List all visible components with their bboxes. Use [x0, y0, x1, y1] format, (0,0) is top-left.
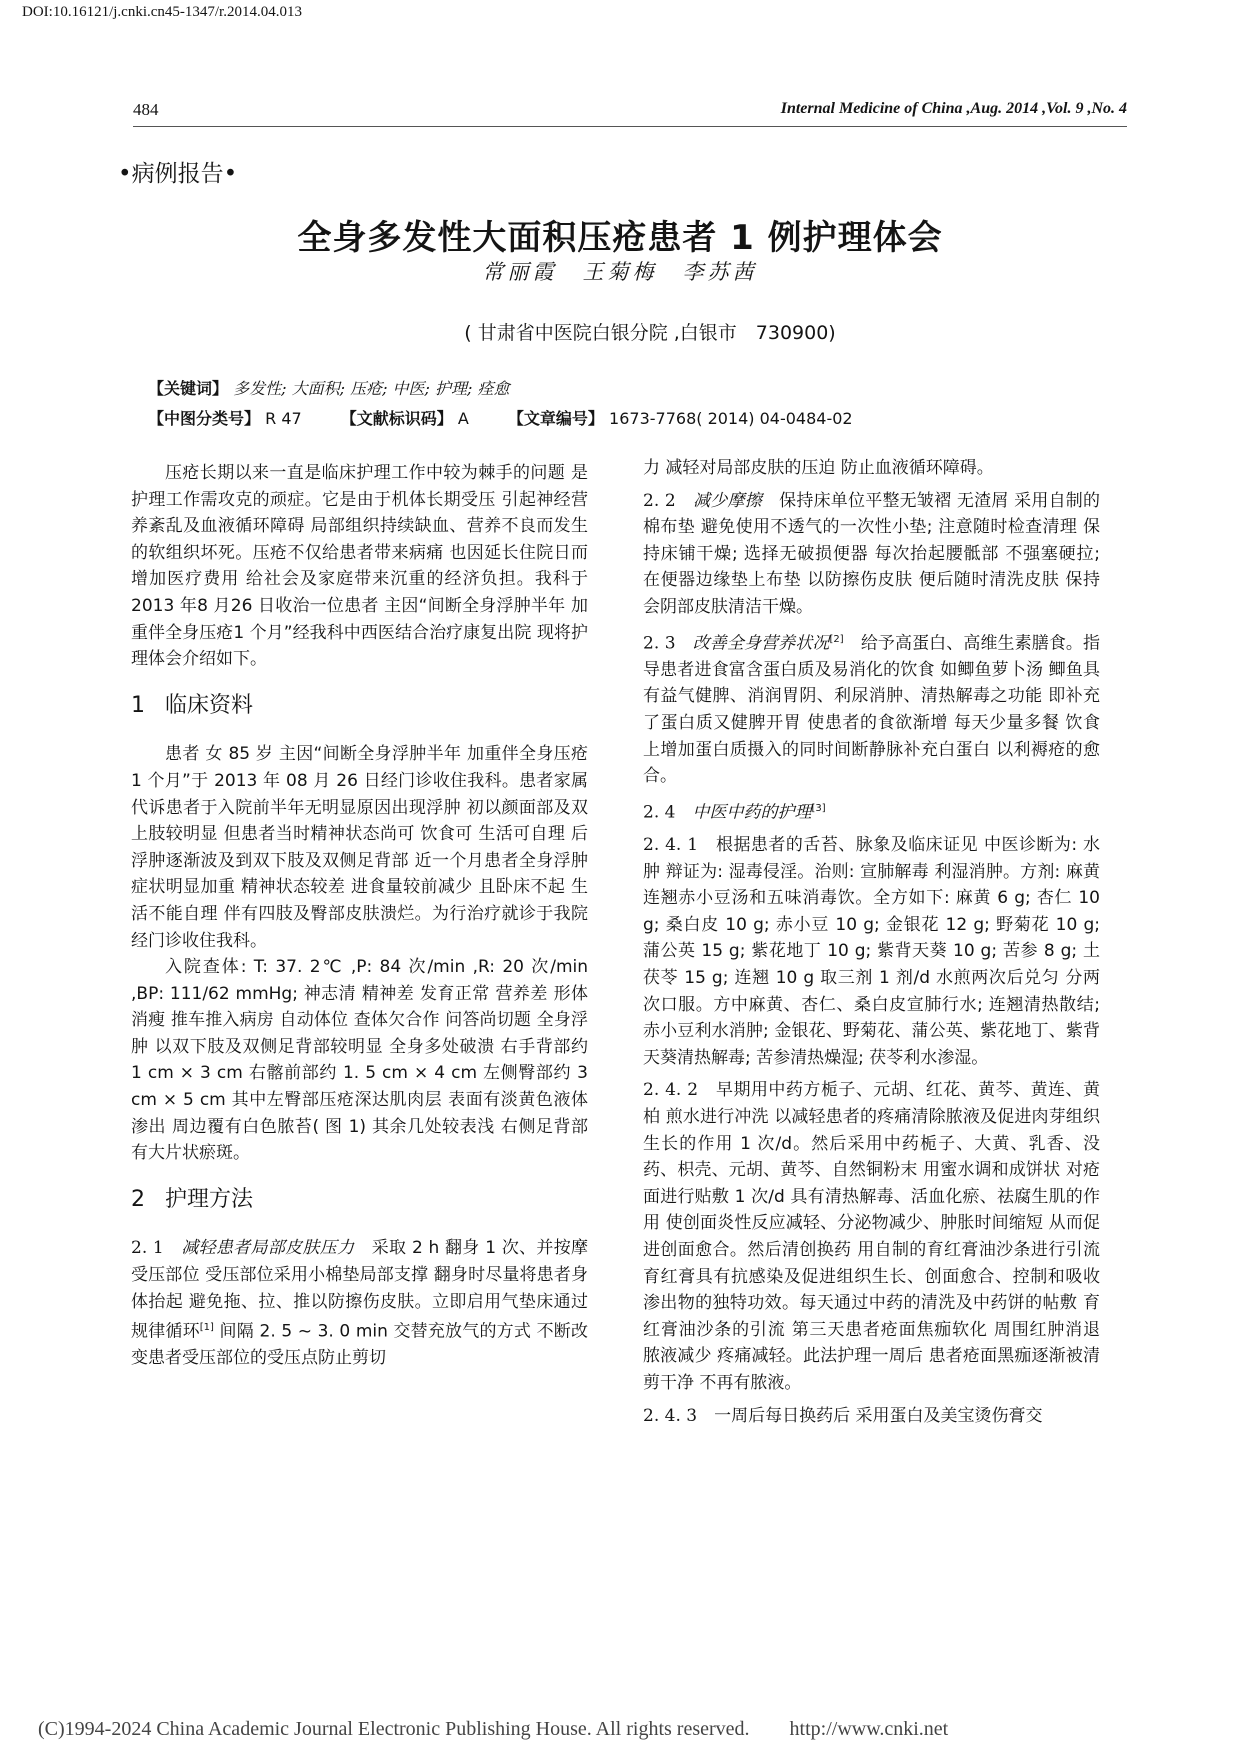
subsection-2-2: 2. 2 减少摩擦 保持床单位平整无皱褶 无渣屑 采用自制的棉布垫 避免使用不透气的一次性小垫; 注意随时检查清理 保持床铺干燥; 选择无破损便器 每次抬起腰骶部 不强塞硬拉; 在便器边缘垫上布垫 以防擦伤皮肤 便后随时清洗皮肤 保持会阴部皮肤清洁干燥。	[643, 490, 1101, 617]
article-title: 全身多发性大面积压疮患者 1 例护理体会	[297, 218, 943, 258]
subsection-2-4-2: 2. 4. 2 早期用中药方栀子、元胡、红花、黄芩、黄连、黄柏 煎水进行冲洗 以减轻患者的疼痛清除脓液及促进肉芽组织生长的作用 1 次/d。然后采用中药栀子、大黄、乳香、没药、枳壳、元胡、黄芩、自然铜粉末 用蜜水调和成饼状 对疮面进行贴敷 1 次/d 具有清热解毒、活血化瘀、祛腐生肌的作用 使创面炎性反应减轻、分泌物减少、肿胀时间缩短 从而促进创面愈合。然后清创换药 用自制的育红膏油沙条进行引流 育红膏具有抗感染及促进组织生长、创面愈合、控制和吸收渗出物的独特功效。每天通过中药的清洗及中药饼的帖敷 育红膏油沙条的引流 第三天患者疮面焦痂软化 周围红肿消退 脓液减少 疼痛减轻。此法护理一周后 患者疮面黑痂逐渐被清剪干净 不再有脓液。	[643, 1080, 1101, 1393]
case-paragraph-1: 患者 女 85 岁 主因“间断全身浮肿半年 加重伴全身压疮 1 个月”于 2013 年 08 月 26 日经门诊收住我科。患者家属代诉患者于入院前半年无明显原因出现浮肿 初以颜面部及双上肢较明显 但患者当时精神状态尚可 饮食可 生活可自理 后浮肿逐渐波及到双下肢及双侧足背部 近一个月患者全身浮肿症状明显加重 精神状态较差 进食量较前减少 且卧床不起 生活不能自理 伴有四肢及臀部皮肤溃烂。为行治疗就诊于我院 经门诊收住我科。	[131, 744, 588, 951]
keywords-row	[148, 376, 510, 399]
subsection-2-4-1: 2. 4. 1 根据患者的舌苔、脉象及临床证见 中医诊断为: 水肿 辩证为: 湿毒侵淫。治则: 宣肺解毒 利湿消肿。方剂: 麻黄连翘赤小豆汤和五味消毒饮。全方如下: 麻黄 6 g; 杏仁 10 g; 桑白皮 10 g; 赤小豆 10 g; 金银花 12 g; 野菊花 10 g; 蒲公英 15 g; 紫花地丁 10 g; 紫背天葵 10 g; 苦参 8 g; 土茯苓 15 g; 连翘 10 g 取三剂 1 剂/d 水煎两次后兑匀 分两次口服。方中麻黄、杏仁、桑白皮宣肺行水; 连翘清热散结; 赤小豆利水消肿; 金银花、野菊花、蒲公英、紫花地丁、紫背天葵清热解毒; 苦参清热燥湿; 茯苓利水渗湿。	[643, 835, 1100, 1068]
continued-text: 力 减轻对局部皮肤的压迫 防止血液循环障碍。	[643, 458, 994, 478]
header-rule	[133, 126, 1127, 127]
clc-number: 【中图分类号】 R 47	[148, 409, 302, 428]
subsection-2-1: 2. 1 减轻患者局部皮肤压力 采取 2 h 翻身 1 次、并按摩受压部位 受压部位采用小棉垫局部支撑 翻身时尽量将患者身体抬起 避免拖、拉、推以防擦伤皮肤。立即启用气垫床通过规律循环[1] 间隔 2. 5 ~ 3. 0 min 交替充放气的方式 不断改变患者受压部位的受压点防止剪切	[131, 1238, 589, 1369]
classification-row	[148, 406, 887, 429]
page-number: 484	[133, 100, 159, 119]
keywords-value: 多发性; 大面积; 压疮; 中医; 护理; 痊愈	[233, 379, 510, 398]
subsection-2-3: 2. 3 改善全身营养状况[2] 给予高蛋白、高维生素膳食。指导患者进食富含蛋白质及易消化的饮食 如鲫鱼萝卜汤 鲫鱼具有益气健脾、消润胃阴、利尿消肿、清热解毒之功能 即补充了蛋白质又健脾开胃 使患者的食欲渐增 每天少量多餐 饮食上增加蛋白质摄入的同时间断静脉补充白蛋白 以利褥疮的愈合。	[643, 633, 1100, 787]
column-label: •病例报告•	[118, 161, 238, 187]
subsection-2-4-3: 2. 4. 3 一周后每日换药后 采用蛋白及美宝烫伤膏交	[643, 1405, 1043, 1426]
copyright-footer: (C)1994-2024 China Academic Journal Electronic Publishing House. All rights reserved. http://www.cnki.net	[38, 1718, 949, 1740]
document-code: 【文献标识码】 A	[340, 409, 469, 428]
keywords-label: 【关键词】	[148, 379, 229, 398]
article-id: 【文章编号】 1673-7768( 2014) 04-0484-02	[507, 409, 853, 428]
section-heading-1: 1 临床资料	[131, 692, 254, 718]
section-heading-2: 2 护理方法	[131, 1186, 254, 1212]
authors: 常丽霞 王菊梅 李苏茜	[482, 260, 758, 284]
doi-line: DOI:10.16121/j.cnki.cn45-1347/r.2014.04.013	[22, 4, 302, 20]
left-column	[131, 460, 588, 1372]
affiliation: ( 甘肃省中医院白银分院 ,白银市 730900)	[464, 322, 836, 344]
journal-header: Internal Medicine of China ,Aug. 2014 ,Vol. 9 ,No. 4	[780, 100, 1127, 117]
intro-paragraph: 压疮长期以来一直是临床护理工作中较为棘手的问题 是护理工作需攻克的顽症。它是由于机体长期受压 引起神经营养紊乱及血液循环障碍 局部组织持续缺血、营养不良而发生的软组织坏死。压疮不仅给患者带来病痛 也因延长住院日而增加医疗费用 给社会及家庭带来沉重的经济负担。我科于2013 年8 月26 日收治一位患者 主因“间断全身浮肿半年 加重伴全身压疮1 个月”经我科中西医结合治疗康复出院 现将护理体会介绍如下。	[131, 463, 588, 670]
case-paragraph-2: 入院查体: T: 37. 2℃ ,P: 84 次/min ,R: 20 次/min ,BP: 111/62 mmHg; 神志清 精神差 发育正常 营养差 形体消瘦 推车推入病房 自动体位 查体欠合作 问答尚切题 全身浮肿 以双下肢及双侧足背部较明显 全身多处破溃 右手背部约 1 cm × 3 cm 右髂前部约 1. 5 cm × 4 cm 左侧臀部约 3 cm × 5 cm 其中左臀部压疮深达肌肉层 表面有淡黄色液体渗出 周边覆有白色脓苔( 图 1) 其余几处较表浅 右侧足背部有大片状瘀斑。	[131, 957, 588, 1164]
right-column	[643, 455, 1100, 1429]
subsection-2-4: 2. 4 中医中药的护理[3]	[643, 802, 826, 823]
